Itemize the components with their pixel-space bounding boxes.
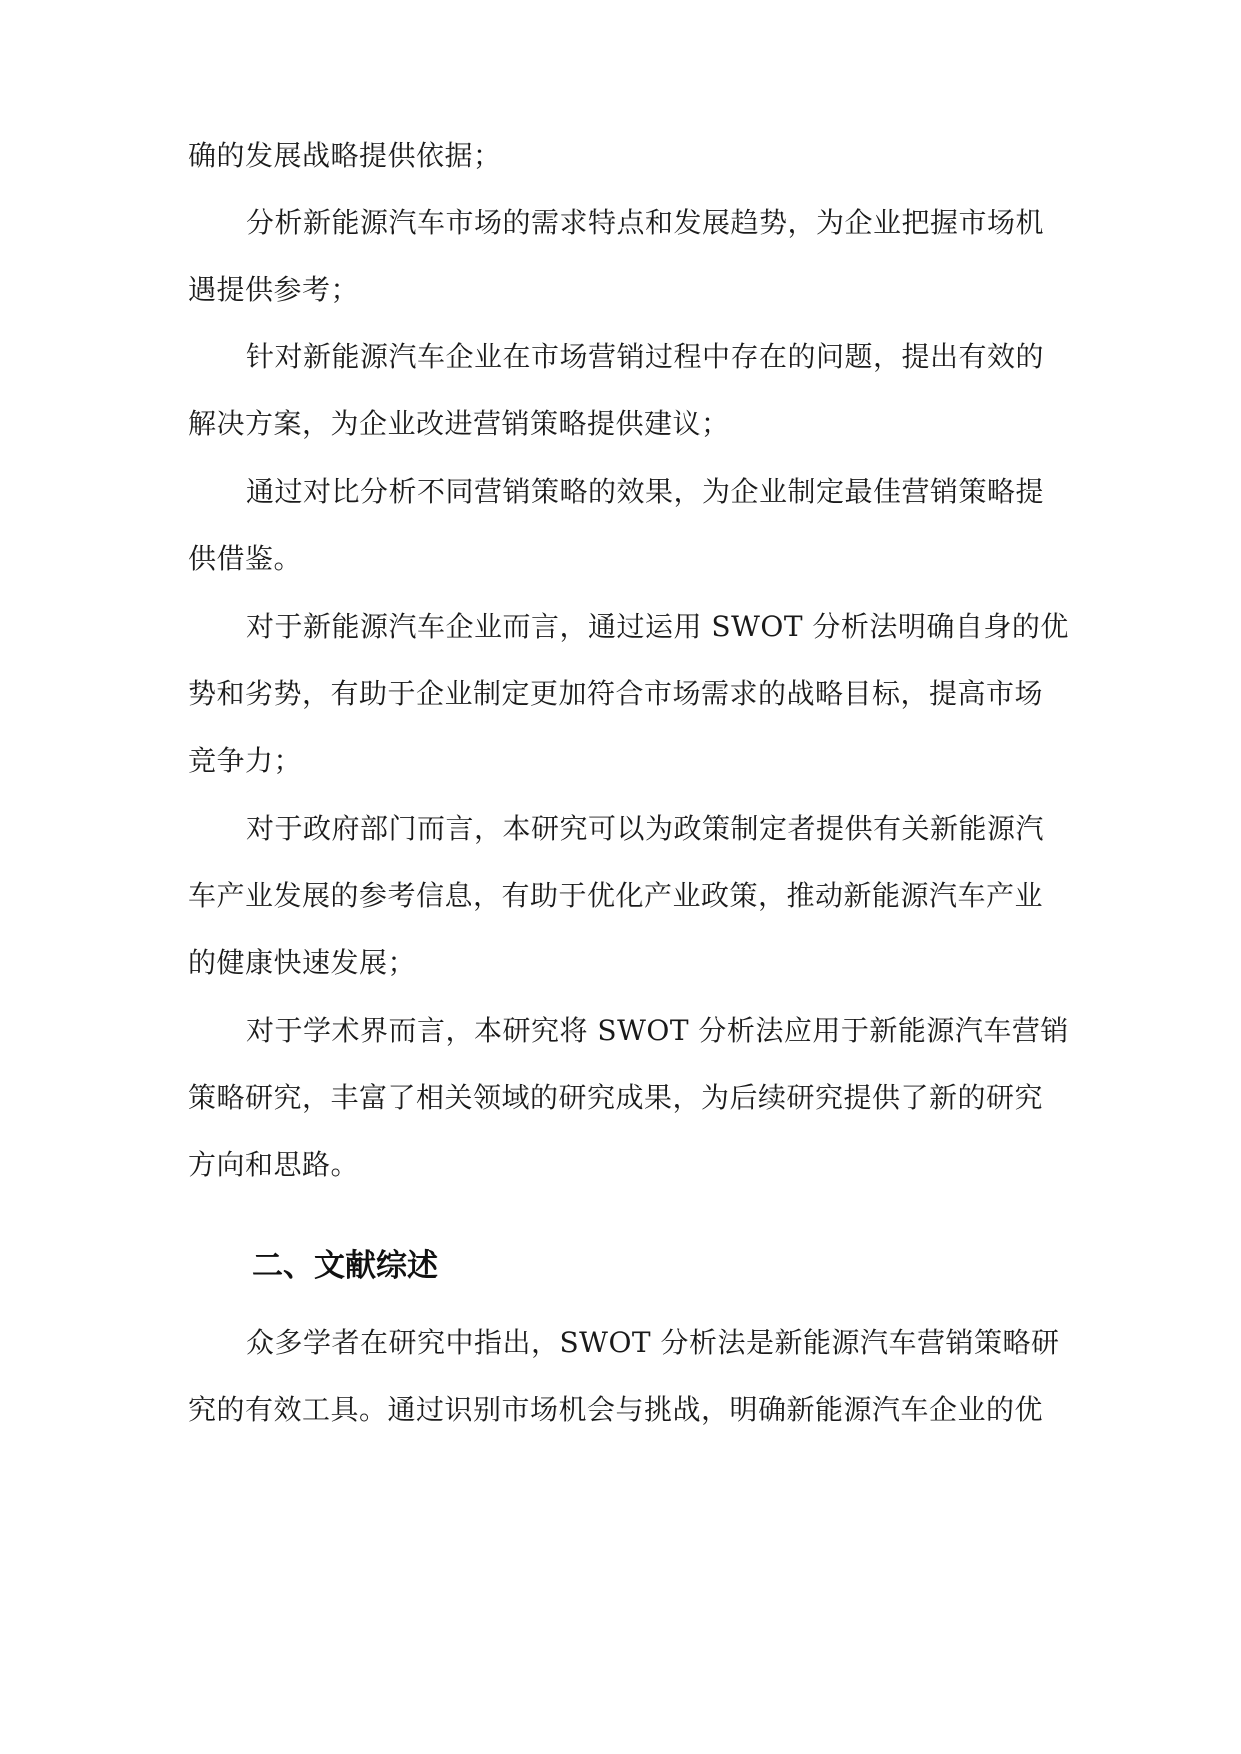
paragraph-line: 众多学者在研究中指出，SWOT 分析法是新能源汽车营销策略研: [246, 1326, 1060, 1359]
section-heading: 二、文献综述: [252, 1248, 438, 1284]
paragraph-line: 竞争力；: [188, 744, 303, 777]
paragraph-line: 势和劣势，有助于企业制定更加符合市场需求的战略目标，提高市场: [188, 677, 1044, 710]
paragraph-line: 方向和思路。: [188, 1148, 360, 1181]
paragraph-line: 策略研究，丰富了相关领域的研究成果，为后续研究提供了新的研究: [188, 1081, 1044, 1114]
paragraph-line: 通过对比分析不同营销策略的效果，为企业制定最佳营销策略提: [246, 475, 1045, 508]
paragraph-line: 对于新能源汽车企业而言，通过运用 SWOT 分析法明确自身的优: [246, 610, 1069, 643]
paragraph-line: 解决方案，为企业改进营销策略提供建议；: [188, 407, 730, 440]
paragraph-line: 对于政府部门而言，本研究可以为政策制定者提供有关新能源汽: [246, 812, 1045, 845]
paragraph-line: 车产业发展的参考信息，有助于优化产业政策，推动新能源汽车产业: [188, 879, 1044, 912]
paragraph-line: 针对新能源汽车企业在市场营销过程中存在的问题，提出有效的: [246, 340, 1045, 373]
paragraph-line: 分析新能源汽车市场的需求特点和发展趋势，为企业把握市场机: [246, 206, 1045, 239]
paragraph-line: 的健康快速发展；: [188, 946, 417, 979]
paragraph-line: 对于学术界而言，本研究将 SWOT 分析法应用于新能源汽车营销: [246, 1014, 1069, 1047]
paragraph-line: 究的有效工具。通过识别市场机会与挑战，明确新能源汽车企业的优: [188, 1393, 1044, 1426]
paragraph-line: 供借鉴。: [188, 542, 303, 575]
paragraph-line: 遇提供参考；: [188, 273, 360, 306]
paragraph-line: 确的发展战略提供依据；: [188, 139, 502, 172]
